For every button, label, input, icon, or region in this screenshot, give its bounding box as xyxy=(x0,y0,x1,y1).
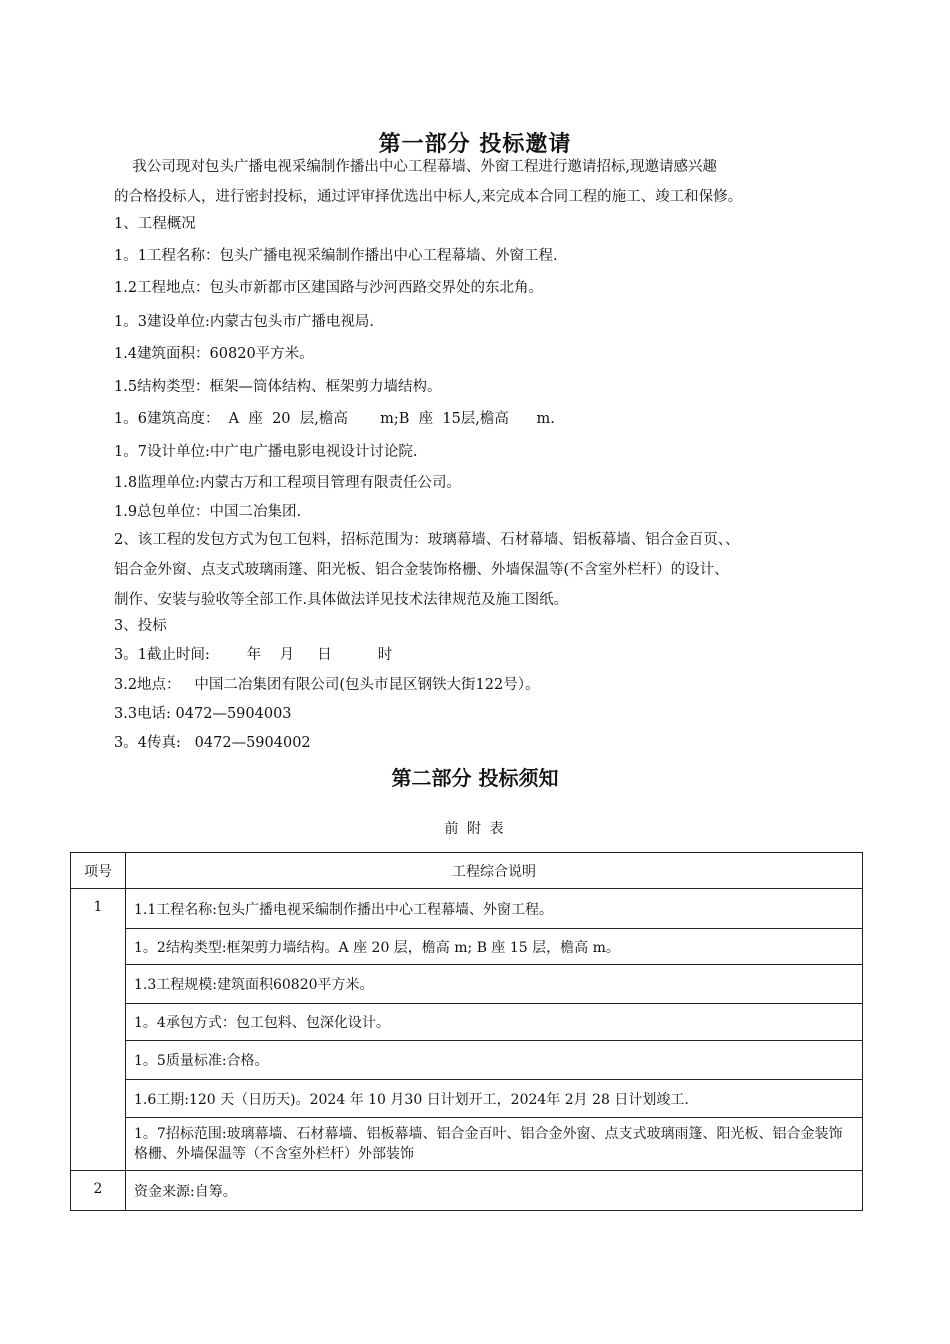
table-row xyxy=(71,1118,863,1171)
table-cell: 1。7招标范围:玻璃幕墙、石材幕墙、铝板幕墙、铝合金百叶、铝合金外窗、点支式玻璃雨篷、阳光板、铝合金装饰格栅、外墙保温等（不含室外栏杆）外部装饰 xyxy=(126,1118,863,1171)
fax-item: 3。4传真: 0472—5904002 xyxy=(114,735,311,751)
table-row xyxy=(71,889,863,929)
intro-line: 我公司现对包头广播电视采编制作播出中心工程幕墙、外窗工程进行邀请招标,现邀请感兴趣 xyxy=(114,159,718,175)
supervisor-item: 1.8监理单位:内蒙古万和工程项目管理有限责任公司。 xyxy=(114,475,461,491)
scope-line: 制作、安装与验收等全部工作.具体做法详见技术法律规范及施工图纸。 xyxy=(114,592,569,608)
table-row xyxy=(71,1004,863,1041)
item-number-cell: 2 xyxy=(71,1171,126,1211)
scope-line: 2、该工程的发包方式为包工包料，招标范围为：玻璃幕墙、石材幕墙、铝板幕墙、铝合金百页、、 xyxy=(114,532,740,548)
table-cell: 1。4承包方式：包工包料、包深化设计。 xyxy=(126,1004,863,1041)
section-overview-heading: 1、工程概况 xyxy=(114,216,196,232)
bid-heading: 3、投标 xyxy=(114,618,167,634)
designer-item: 1。7设计单位:中广电广播电影电视设计讨论院. xyxy=(114,444,418,460)
address-item: 3.2地点： 中国二冶集团有限公司(包头市昆区钢铁大街122号）。 xyxy=(114,677,540,693)
scope-paragraph xyxy=(114,525,844,615)
phone-item: 3.3电话: 0472—5904003 xyxy=(114,706,292,722)
table-caption: 前 附 表 xyxy=(444,821,506,837)
structure-type-item: 1.5结构类型：框架—筒体结构、框架剪力墙结构。 xyxy=(114,379,442,395)
table-row xyxy=(71,1041,863,1080)
header-item-no: 项号 xyxy=(71,853,126,889)
general-contractor-item: 1.9总包单位：中国二冶集团. xyxy=(114,504,302,520)
attachment-table xyxy=(70,852,863,1211)
table-cell: 1。5质量标准:合格。 xyxy=(126,1041,863,1080)
table-header-row xyxy=(71,853,863,889)
table-row xyxy=(71,965,863,1004)
table-cell: 1.3工程规模:建筑面积60820平方米。 xyxy=(126,965,863,1004)
table-row xyxy=(71,1080,863,1118)
table-cell: 1.6工期:120 天（日历天)。2024 年 10 月30 日计划开工，2024年 2月 28 日计划竣工. xyxy=(126,1080,863,1118)
table-row xyxy=(71,1171,863,1211)
project-name-item: 1。1工程名称：包头广播电视采编制作播出中心工程幕墙、外窗工程. xyxy=(114,248,558,264)
deadline-item: 3。1截止时间: 年 月 日 时 xyxy=(114,647,393,663)
table-cell: 资金来源:自筹。 xyxy=(126,1171,863,1211)
intro-line: 的合格投标人，进行密封投标，通过评审择优选出中标人,来完成本合同工程的施工、竣工和保修。 xyxy=(114,189,743,205)
owner-item: 1。3建设单位:内蒙古包头市广播电视局. xyxy=(114,314,374,330)
building-height-item: 1。6建筑高度： A 座 20 层,檐高 m;B 座 15层,檐高 m. xyxy=(114,411,555,427)
intro-paragraph xyxy=(114,152,844,212)
scope-line: 铝合金外窗、点支式玻璃雨篷、阳光板、铝合金装饰格栅、外墙保温等(不含室外栏杆）的设计、 xyxy=(114,562,729,578)
item-number-cell: 1 xyxy=(71,889,126,1171)
table-cell: 1.1工程名称:包头广播电视采编制作播出中心工程幕墙、外窗工程。 xyxy=(126,889,863,929)
part2-title: 第二部分 投标须知 xyxy=(391,766,559,790)
table-row xyxy=(71,929,863,965)
part1-title: 第一部分 投标邀请 xyxy=(378,132,572,157)
floor-area-item: 1.4建筑面积：60820平方米。 xyxy=(114,346,314,362)
table-cell: 1。2结构类型:框架剪力墙结构。A 座 20 层，檐高 m; B 座 15 层，檐高 m。 xyxy=(126,929,863,965)
project-location-item: 1.2工程地点：包头市新都市区建国路与沙河西路交界处的东北角。 xyxy=(114,280,544,296)
header-description: 工程综合说明 xyxy=(126,853,863,889)
